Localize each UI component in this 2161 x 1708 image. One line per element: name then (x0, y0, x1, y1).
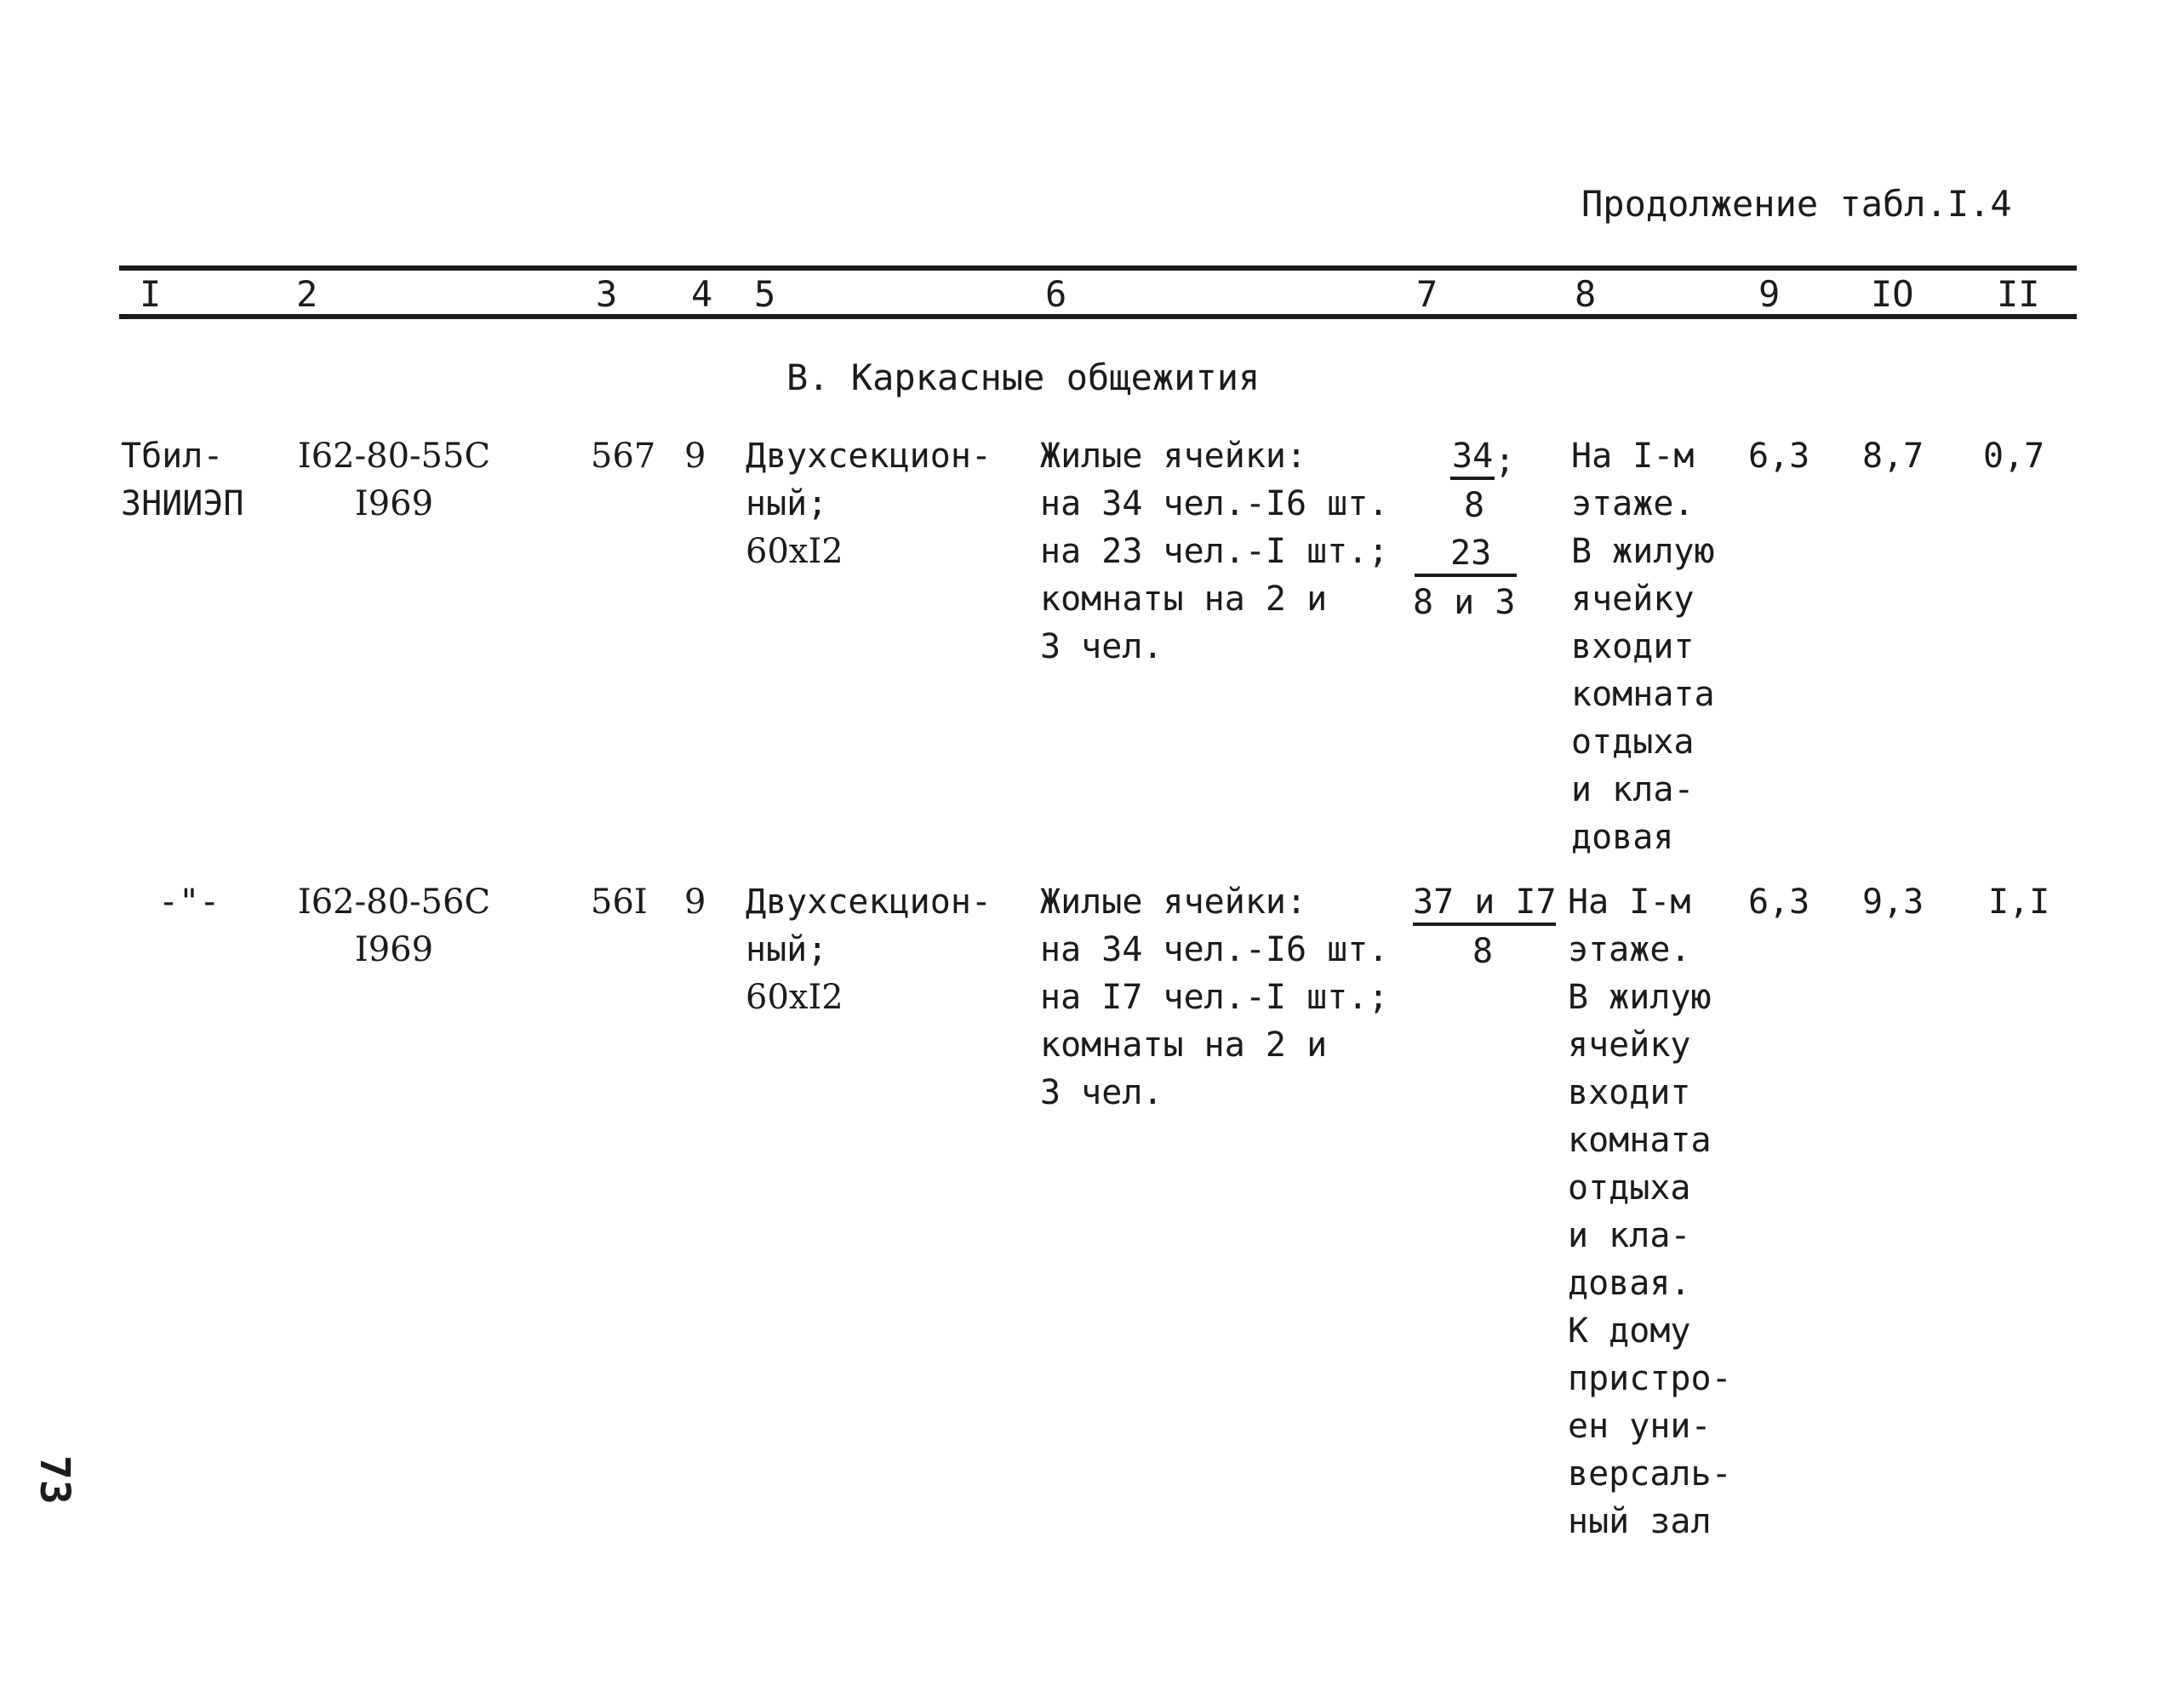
cell-floors: 9 (684, 437, 706, 476)
col-header-5: 5 (754, 273, 776, 315)
fraction-numerator: 23 (1450, 534, 1492, 573)
section-title: В. Каркасные общежития (786, 357, 1261, 398)
col-header-10: IO (1871, 273, 1914, 315)
fraction-denominator: 8 (1472, 932, 1494, 971)
header-bottom-rule (119, 314, 2077, 319)
cell-col11: I,I (1988, 883, 2050, 922)
cell-col11: 0,7 (1983, 437, 2045, 476)
fraction-line (1415, 574, 1517, 577)
col-header-11: II (1997, 273, 2040, 315)
col-header-9: 9 (1758, 273, 1781, 315)
fraction-denominator: 8 (1464, 486, 1485, 525)
page-number: 73 (31, 1455, 78, 1505)
cell-composition: Жилые ячейки: на 34 чел.-I6 шт. на 23 чел.-I шт.; комнаты на 2 и 3 чел. (1040, 437, 1389, 666)
cell-notes: На I-м этаже. В жилую ячейку входит комната отдыха и кла- довая (1571, 437, 1715, 857)
col-header-1: I (140, 273, 162, 315)
fraction-denominator: 8 и 3 (1413, 583, 1516, 622)
header-top-rule (119, 266, 2077, 271)
col-header-4: 4 (691, 273, 713, 315)
cell-project-number: I62-80-56С I969 (297, 883, 491, 969)
col-header-6: 6 (1045, 273, 1067, 315)
cell-col10: 9,3 (1862, 883, 1924, 922)
fraction-numerator: 37 и I7 (1413, 883, 1557, 922)
col-header-2: 2 (296, 273, 318, 315)
cell-col3: 56I (591, 883, 648, 922)
cell-composition: Жилые ячейки: на 34 чел.-I6 шт. на I7 чел.-I шт.; комнаты на 2 и 3 чел. (1040, 883, 1389, 1112)
cell-description: Двухсекцион- ный; 60хI2 (746, 437, 992, 571)
col-header-3: 3 (596, 273, 618, 315)
cell-notes: На I-м этаже. В жилую ячейку входит комната отдыха и кла- довая. К дому пристро- ен уни- версаль- ный зал (1568, 883, 1732, 1541)
fraction-separator: ; (1495, 442, 1516, 481)
cell-project-number: I62-80-55С I969 (297, 437, 491, 523)
cell-col9: 6,3 (1748, 437, 1810, 476)
cell-col9: 6,3 (1748, 883, 1810, 922)
cell-organization: Тбил- ЗНИИЭП (121, 437, 244, 523)
fraction-line (1450, 477, 1495, 480)
col-header-7: 7 (1416, 273, 1438, 315)
fraction-line (1413, 923, 1556, 926)
cell-floors: 9 (684, 883, 706, 922)
col-header-8: 8 (1575, 273, 1597, 315)
table-caption: Продолжение табл.I.4 (1581, 183, 2012, 225)
cell-description: Двухсекцион- ный; 60хI2 (746, 883, 992, 1017)
fraction-numerator: 34 (1452, 437, 1494, 476)
cell-organization: -"- (158, 883, 220, 922)
cell-col10: 8,7 (1862, 437, 1924, 476)
cell-col3: 567 (591, 437, 656, 476)
